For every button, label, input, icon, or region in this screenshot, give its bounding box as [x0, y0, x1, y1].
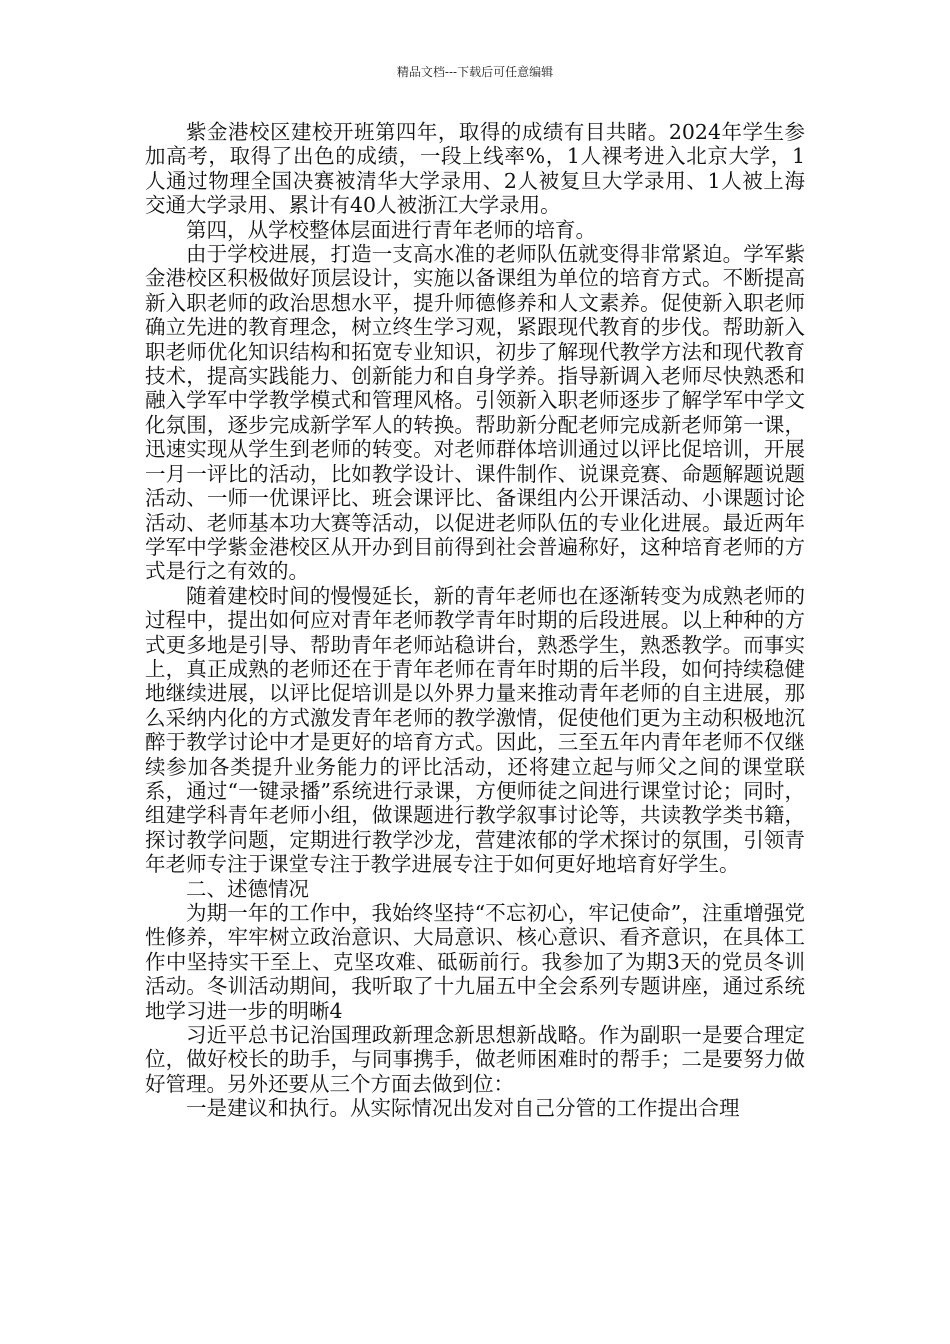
section-heading-ethics: 二、述德情况 — [186, 876, 309, 901]
paragraph-point-four: 第四，从学校整体层面进行青年老师的培育。 — [186, 217, 596, 242]
paragraph-party-study: 为期一年的工作中，我始终坚持“不忘初心，牢记使命”，注重增强党性修养，牢牢树立政治意识、大局意识、核心意识、看齐意识，在具体工作中坚持实干至上、克坚攻难、砥砺前行。我参加了为期3天的党员冬训活动。冬训活动期间，我听取了十九届五中全会系列专题讲座，通过系统地学习进一步的明晰4 — [145, 901, 805, 1023]
paragraph-role: 习近平总书记治国理政新理念新思想新战略。作为副职一是要合理定位，做好校长的助手，与同事携手，做老师困难时的帮手；二是要努力做好管理。另外还要从三个方面去做到位： — [145, 1023, 805, 1096]
document-body — [145, 120, 805, 1121]
paragraph-teacher-training: 由于学校进展，打造一支高水准的老师队伍就变得非常紧迫。学军紫金港校区积极做好顶层设计，实施以备课组为单位的培育方式。不断提高新入职老师的政治思想水平，提升师德修养和人文素养。促使新入职老师确立先进的教育理念，树立终生学习观，紧跟现代教育的步伐。帮助新入职老师优化知识结构和拓宽专业知识，初步了解现代教学方法和现代教育技术，提高实践能力、创新能力和自身学养。指导新调入老师尽快熟悉和融入学军中学教学模式和管理风格。引领新入职老师逐步了解学军中学文化氛围，逐步完成新学军人的转换。帮助新分配老师完成新老师第一课，迅速实现从学生到老师的转变。对老师群体培训通过以评比促培训，开展一月一评比的活动，比如教学设计、课件制作、说课竞赛、命题解题说题活动、一师一优课评比、班会课评比、备课组内公开课活动、小课题讨论活动、老师基本功大赛等活动，以促进老师队伍的专业化进展。最近两年学军中学紫金港校区从开办到目前得到社会普遍称好，这种培育老师的方式是行之有效的。 — [145, 242, 805, 584]
paragraph-suggestion: 一是建议和执行。从实际情况出发对自己分管的工作提出合理 — [186, 1096, 740, 1121]
paragraph-achievements: 紫金港校区建校开班第四年，取得的成绩有目共睹。2024年学生参加高考，取得了出色的成绩，一段上线率%，1人裸考进入北京大学，1人通过物理全国决赛被清华大学录用、2人被复旦大学录用、1人被上海交通大学录用、累计有40人被浙江大学录用。 — [145, 120, 805, 218]
paragraph-young-teachers: 随着建校时间的慢慢延长，新的青年老师也在逐渐转变为成熟老师的过程中，提出如何应对青年老师教学青年时期的后段进展。以上种种的方式更多地是引导、帮助青年老师站稳讲台，熟悉学生，熟悉教学。而事实上，真正成熟的老师还在于青年老师在青年时期的后半段，如何持续稳健地继续进展，以评比促培训是以外界力量来推动青年老师的自主进展，那么采纳内化的方式激发青年老师的教学激情，促使他们更为主动积极地沉醉于教学讨论中才是更好的培育方式。因此，三至五年内青年老师不仅继续参加各类提升业务能力的评比活动，还将建立起与师父之间的课堂联系，通过“一键录播”系统进行录课，方便师徒之间进行课堂讨论；同时，组建学科青年老师小组，做课题进行教学叙事讨论等，共读教学类书籍，探讨教学问题，定期进行教学沙龙，营建浓郁的学术探讨的氛围，引领青年老师专注于课堂专注于教学进展专注于如何更好地培育好学生。 — [145, 583, 805, 877]
page-header: 精品文档---下载后可任意编辑 — [396, 65, 554, 79]
